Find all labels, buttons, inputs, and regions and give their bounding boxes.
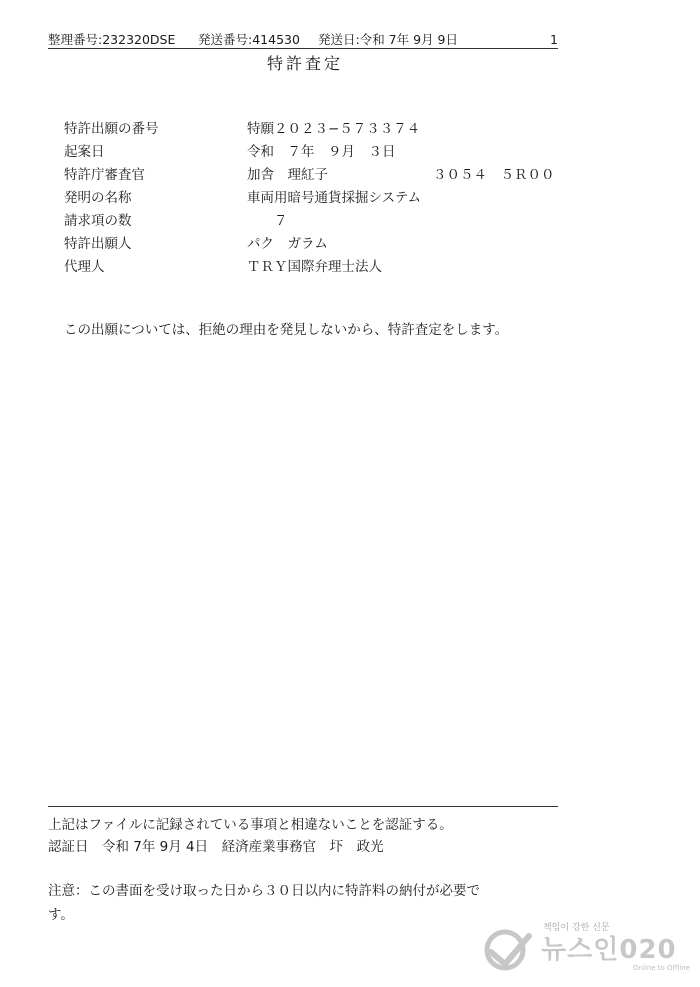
field-label: 起案日 bbox=[64, 144, 105, 160]
field-label: 特許出願の番号 bbox=[64, 121, 159, 137]
reference-number: 整理番号:232320DSE bbox=[48, 32, 176, 47]
info-row-claim-count bbox=[64, 210, 564, 233]
application-info-table bbox=[64, 118, 564, 279]
certification-line: 認証日 令和 7年 9月 4日 経済産業事務官 圷 政光 bbox=[48, 839, 384, 855]
watermark-tagline: 책임이 강한 신문 bbox=[543, 923, 610, 933]
document-header bbox=[48, 31, 558, 49]
decision-statement: この出願については、拒絶の理由を発見しないから、特許査定をします。 bbox=[64, 322, 509, 338]
watermark-brand: 뉴스인020 bbox=[541, 935, 677, 965]
examiner-code: ３０５４ ５Ｒ００ bbox=[433, 167, 555, 183]
watermark-subtitle: Online to Offline bbox=[633, 964, 691, 972]
field-label: 特許庁審査官 bbox=[64, 167, 145, 183]
document-title: 特許査定 bbox=[266, 54, 343, 73]
field-value: ＴＲＹ国際弁理士法人 bbox=[247, 259, 382, 275]
field-label: 代理人 bbox=[64, 259, 105, 275]
field-value: 特願２０２３−５７３３７４ bbox=[247, 121, 421, 137]
info-row-examiner bbox=[64, 164, 564, 187]
watermark-logo-icon bbox=[483, 928, 539, 974]
info-row-agent bbox=[64, 256, 564, 279]
header-divider bbox=[48, 48, 558, 49]
field-value: 加舎 理紅子 bbox=[247, 167, 328, 183]
certification-statement: 上記はファイルに記録されている事項と相違ないことを認証する。 bbox=[48, 817, 453, 833]
payment-notice: 注意：この書面を受け取った日から３０日以内に特許料の納付が必要です。 bbox=[48, 883, 480, 923]
info-row-invention-title bbox=[64, 187, 564, 210]
page-number: 1 bbox=[550, 32, 558, 47]
news-watermark bbox=[483, 920, 691, 976]
field-label: 特許出願人 bbox=[64, 236, 132, 252]
dispatch-date: 発送日:令和 7年 9月 9日 bbox=[318, 32, 458, 47]
footer-divider bbox=[48, 806, 558, 807]
field-value: 車両用暗号通貨採掘システム bbox=[247, 190, 422, 206]
field-label: 請求項の数 bbox=[64, 213, 132, 229]
field-label: 発明の名称 bbox=[64, 190, 132, 206]
info-row-drafting-date bbox=[64, 141, 564, 164]
info-row-application-number bbox=[64, 118, 564, 141]
dispatch-number: 発送番号:414530 bbox=[198, 32, 300, 47]
field-value: 令和 ７年 ９月 ３日 bbox=[247, 144, 396, 160]
info-row-applicant bbox=[64, 233, 564, 256]
field-value: ７ bbox=[247, 213, 288, 229]
field-value: パク ガラム bbox=[247, 236, 328, 252]
